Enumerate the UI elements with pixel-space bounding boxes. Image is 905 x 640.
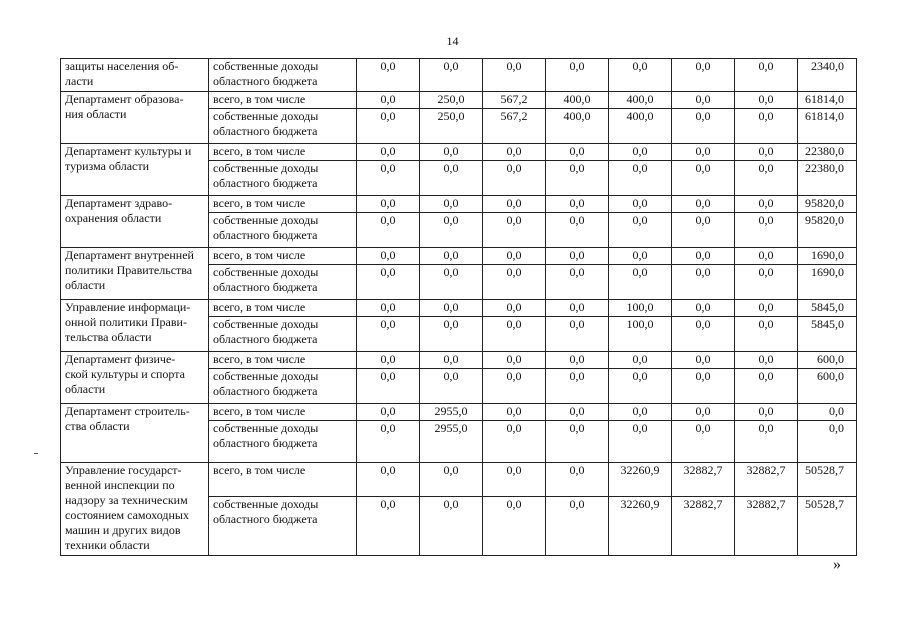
- amount-cell: 61814,0: [798, 109, 857, 144]
- margin-mark: [34, 453, 38, 454]
- amount-cell: 0,0: [483, 497, 546, 556]
- amount-cell: 0,0: [483, 213, 546, 248]
- amount-cell: 0,0: [735, 161, 798, 196]
- amount-cell: 0,0: [672, 92, 735, 109]
- amount-cell: 0,0: [546, 352, 609, 369]
- amount-cell: 0,0: [672, 369, 735, 404]
- amount-cell: 0,0: [420, 300, 483, 317]
- amount-cell: 0,0: [798, 421, 857, 463]
- funding-source-cell: собственные доходы областного бюджета: [209, 421, 357, 463]
- amount-cell: 0,0: [357, 265, 420, 300]
- amount-cell: 0,0: [672, 59, 735, 92]
- department-name-cell: Департамент здраво- охранения области: [61, 196, 209, 248]
- amount-cell: 95820,0: [798, 213, 857, 248]
- amount-cell: 0,0: [735, 196, 798, 213]
- amount-cell: 0,0: [672, 404, 735, 421]
- department-name-cell: защиты населения об- ласти: [61, 59, 209, 92]
- amount-cell: 0,0: [357, 109, 420, 144]
- amount-cell: 100,0: [609, 317, 672, 352]
- amount-cell: 400,0: [609, 92, 672, 109]
- amount-cell: 0,0: [735, 213, 798, 248]
- funding-source-cell: собственные доходы областного бюджета: [209, 265, 357, 300]
- amount-cell: 0,0: [357, 404, 420, 421]
- amount-cell: 0,0: [735, 404, 798, 421]
- amount-cell: 0,0: [420, 161, 483, 196]
- amount-cell: 0,0: [735, 300, 798, 317]
- amount-cell: 0,0: [357, 248, 420, 265]
- amount-cell: 0,0: [357, 144, 420, 161]
- amount-cell: 32882,7: [735, 497, 798, 556]
- amount-cell: 0,0: [420, 352, 483, 369]
- amount-cell: 0,0: [420, 248, 483, 265]
- table-row: [61, 404, 857, 421]
- amount-cell: 0,0: [609, 421, 672, 463]
- amount-cell: 0,0: [609, 196, 672, 213]
- amount-cell: 0,0: [672, 421, 735, 463]
- department-name-cell: Управление государст- венной инспекции по надзору за техническим состоянием самоходных машин и других видов техники области: [61, 463, 209, 556]
- amount-cell: 0,0: [735, 352, 798, 369]
- amount-cell: 600,0: [798, 369, 857, 404]
- amount-cell: 400,0: [546, 92, 609, 109]
- amount-cell: 0,0: [546, 161, 609, 196]
- amount-cell: 0,0: [483, 421, 546, 463]
- amount-cell: 0,0: [483, 196, 546, 213]
- table-row: [61, 248, 857, 265]
- amount-cell: 0,0: [609, 369, 672, 404]
- amount-cell: 0,0: [672, 109, 735, 144]
- funding-source-cell: собственные доходы областного бюджета: [209, 497, 357, 556]
- amount-cell: 0,0: [483, 463, 546, 497]
- amount-cell: 0,0: [735, 369, 798, 404]
- amount-cell: 0,0: [357, 317, 420, 352]
- amount-cell: 32882,7: [672, 497, 735, 556]
- amount-cell: 0,0: [483, 59, 546, 92]
- amount-cell: 0,0: [735, 317, 798, 352]
- funding-source-cell: всего, в том числе: [209, 404, 357, 421]
- funding-source-cell: всего, в том числе: [209, 196, 357, 213]
- amount-cell: 5845,0: [798, 300, 857, 317]
- amount-cell: 0,0: [672, 317, 735, 352]
- amount-cell: 0,0: [420, 59, 483, 92]
- department-name-cell: Департамент физиче- ской культуры и спорта области: [61, 352, 209, 404]
- amount-cell: 0,0: [609, 59, 672, 92]
- amount-cell: 0,0: [672, 300, 735, 317]
- amount-cell: 0,0: [609, 213, 672, 248]
- amount-cell: 0,0: [420, 369, 483, 404]
- department-name-cell: Департамент строитель- ства области: [61, 404, 209, 463]
- amount-cell: 0,0: [546, 463, 609, 497]
- budget-table: [60, 58, 857, 556]
- amount-cell: 0,0: [420, 463, 483, 497]
- amount-cell: 0,0: [609, 161, 672, 196]
- budget-table-body: [61, 59, 857, 556]
- table-row: [61, 92, 857, 109]
- amount-cell: 0,0: [483, 369, 546, 404]
- amount-cell: 1690,0: [798, 265, 857, 300]
- amount-cell: 2340,0: [798, 59, 857, 92]
- amount-cell: 0,0: [357, 497, 420, 556]
- amount-cell: 0,0: [483, 352, 546, 369]
- amount-cell: 0,0: [357, 463, 420, 497]
- amount-cell: 0,0: [546, 421, 609, 463]
- amount-cell: 0,0: [735, 265, 798, 300]
- amount-cell: 0,0: [735, 92, 798, 109]
- amount-cell: 0,0: [483, 265, 546, 300]
- amount-cell: 0,0: [420, 265, 483, 300]
- department-name-cell: Управление информаци- онной политики Прави- тельства области: [61, 300, 209, 352]
- amount-cell: 0,0: [672, 196, 735, 213]
- amount-cell: 2955,0: [420, 404, 483, 421]
- amount-cell: 567,2: [483, 92, 546, 109]
- funding-source-cell: всего, в том числе: [209, 463, 357, 497]
- page-number: 14: [446, 34, 459, 48]
- table-row: [61, 144, 857, 161]
- amount-cell: 0,0: [609, 404, 672, 421]
- amount-cell: 0,0: [546, 196, 609, 213]
- amount-cell: 0,0: [672, 248, 735, 265]
- amount-cell: 0,0: [735, 109, 798, 144]
- table-row: [61, 59, 857, 92]
- funding-source-cell: собственные доходы областного бюджета: [209, 213, 357, 248]
- amount-cell: 0,0: [483, 161, 546, 196]
- amount-cell: 0,0: [357, 213, 420, 248]
- amount-cell: 0,0: [546, 213, 609, 248]
- amount-cell: 32260,9: [609, 463, 672, 497]
- amount-cell: 600,0: [798, 352, 857, 369]
- amount-cell: 0,0: [735, 59, 798, 92]
- amount-cell: 0,0: [735, 421, 798, 463]
- amount-cell: 22380,0: [798, 144, 857, 161]
- funding-source-cell: собственные доходы областного бюджета: [209, 59, 357, 92]
- amount-cell: 22380,0: [798, 161, 857, 196]
- funding-source-cell: собственные доходы областного бюджета: [209, 369, 357, 404]
- amount-cell: 0,0: [420, 497, 483, 556]
- amount-cell: 0,0: [546, 497, 609, 556]
- department-name-cell: Департамент образова- ния области: [61, 92, 209, 144]
- amount-cell: 32882,7: [735, 463, 798, 497]
- amount-cell: 0,0: [357, 92, 420, 109]
- funding-source-cell: собственные доходы областного бюджета: [209, 161, 357, 196]
- funding-source-cell: всего, в том числе: [209, 352, 357, 369]
- amount-cell: 95820,0: [798, 196, 857, 213]
- amount-cell: 0,0: [483, 248, 546, 265]
- amount-cell: 50528,7: [798, 463, 857, 497]
- amount-cell: 0,0: [672, 213, 735, 248]
- amount-cell: 0,0: [672, 265, 735, 300]
- amount-cell: 0,0: [546, 404, 609, 421]
- amount-cell: 0,0: [735, 248, 798, 265]
- amount-cell: 2955,0: [420, 421, 483, 463]
- amount-cell: 567,2: [483, 109, 546, 144]
- amount-cell: 250,0: [420, 92, 483, 109]
- amount-cell: 0,0: [357, 421, 420, 463]
- amount-cell: 0,0: [483, 404, 546, 421]
- department-name-cell: Департамент внутренней политики Правительства области: [61, 248, 209, 300]
- amount-cell: 0,0: [546, 144, 609, 161]
- amount-cell: 0,0: [357, 300, 420, 317]
- amount-cell: 0,0: [546, 265, 609, 300]
- amount-cell: 0,0: [357, 161, 420, 196]
- amount-cell: 0,0: [672, 352, 735, 369]
- funding-source-cell: собственные доходы областного бюджета: [209, 109, 357, 144]
- amount-cell: 0,0: [609, 352, 672, 369]
- amount-cell: 0,0: [672, 144, 735, 161]
- amount-cell: 0,0: [357, 352, 420, 369]
- amount-cell: 0,0: [420, 213, 483, 248]
- amount-cell: 0,0: [483, 317, 546, 352]
- amount-cell: 0,0: [357, 196, 420, 213]
- closing-quote-mark: »: [833, 556, 841, 573]
- amount-cell: 0,0: [420, 144, 483, 161]
- amount-cell: 32260,9: [609, 497, 672, 556]
- table-row: [61, 352, 857, 369]
- amount-cell: 0,0: [546, 300, 609, 317]
- funding-source-cell: всего, в том числе: [209, 144, 357, 161]
- table-row: [61, 300, 857, 317]
- amount-cell: 61814,0: [798, 92, 857, 109]
- amount-cell: 32882,7: [672, 463, 735, 497]
- department-name-cell: Департамент культуры и туризма области: [61, 144, 209, 196]
- funding-source-cell: всего, в том числе: [209, 248, 357, 265]
- table-row: [61, 196, 857, 213]
- amount-cell: 0,0: [609, 265, 672, 300]
- amount-cell: 0,0: [420, 317, 483, 352]
- amount-cell: 0,0: [546, 59, 609, 92]
- funding-source-cell: всего, в том числе: [209, 92, 357, 109]
- amount-cell: 400,0: [546, 109, 609, 144]
- funding-source-cell: всего, в том числе: [209, 300, 357, 317]
- amount-cell: 0,0: [357, 369, 420, 404]
- amount-cell: 0,0: [420, 196, 483, 213]
- amount-cell: 400,0: [609, 109, 672, 144]
- amount-cell: 1690,0: [798, 248, 857, 265]
- amount-cell: 0,0: [546, 317, 609, 352]
- amount-cell: 0,0: [609, 144, 672, 161]
- amount-cell: 0,0: [798, 404, 857, 421]
- amount-cell: 0,0: [609, 248, 672, 265]
- amount-cell: 0,0: [483, 300, 546, 317]
- table-row: [61, 463, 857, 497]
- amount-cell: 100,0: [609, 300, 672, 317]
- amount-cell: 0,0: [546, 369, 609, 404]
- amount-cell: 0,0: [357, 59, 420, 92]
- amount-cell: 0,0: [672, 161, 735, 196]
- amount-cell: 0,0: [546, 248, 609, 265]
- amount-cell: 50528,7: [798, 497, 857, 556]
- amount-cell: 0,0: [483, 144, 546, 161]
- funding-source-cell: собственные доходы областного бюджета: [209, 317, 357, 352]
- amount-cell: 0,0: [735, 144, 798, 161]
- amount-cell: 5845,0: [798, 317, 857, 352]
- amount-cell: 250,0: [420, 109, 483, 144]
